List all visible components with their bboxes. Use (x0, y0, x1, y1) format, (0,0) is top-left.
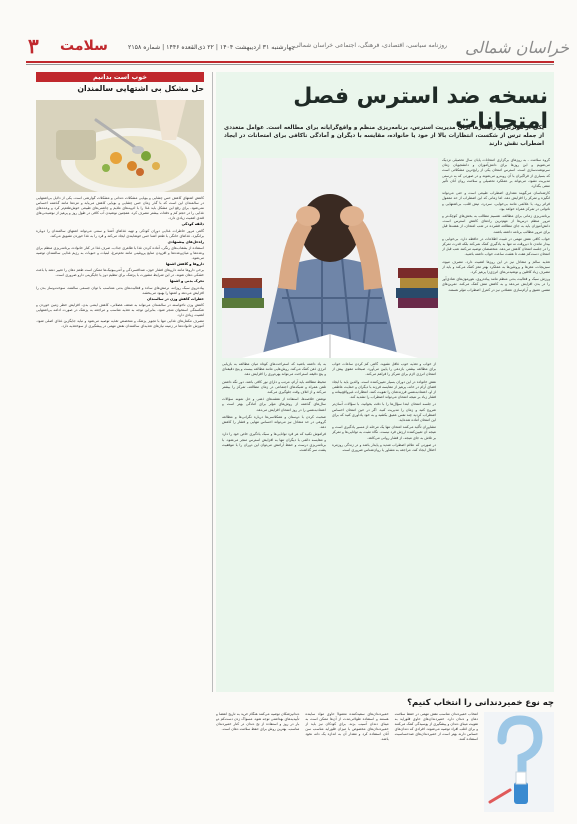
sidebar-paragraph: کاهش وزن ناخواسته در سالمندان می‌تواند به ضعف عضلانی، کاهش ایمنی بدن، افزایش خطر زمین خوردن و شکستگی استخوان منجر شود. بنابراین توجه به تغذیه مناسب و مراجعه به پزشک در صورت ادامه بی‌اشتهایی اهمیت زیادی دارد. (36, 302, 204, 317)
toothpaste-paragraph: انتخاب خمیردندان مناسب نقش مهمی در حفظ سلامت دهان و دندان دارد. خمیردندان‌های حاوی فلوراید به تقویت مینای دندان و پیشگیری از پوسیدگی کمک می‌کنند و برای اغلب افراد توصیه می‌شوند. افرادی که دندان‌های حساس دارند بهتر است از خمیردندان‌های ضدحساسیت استفاده کنند. (394, 712, 478, 742)
toothpaste-paragraph: دندانپزشکان توصیه می‌کنند هنگام خرید به تاریخ انقضا و تأییدیه‌های بهداشتی توجه شود. مسواک زدن دست‌کم دو بار در روز و استفاده از نخ دندان در کنار خمیردندان مناسب، بهترین روش برای حفظ سلامت دهان است. (216, 712, 300, 732)
feature-article (216, 72, 554, 692)
newspaper-logo: خراسان شمالی (464, 38, 569, 57)
date-line: چهارشنبه ۳۱ اردیبهشت ۱۴۰۴ | ۲۲ ذی‌القعده ۱۴۴۶ | شماره ۲۱۵۸ (128, 44, 296, 51)
feature-paragraph: به یاد داشته باشید که استراحت‌های کوتاه میان مطالعه به بازیابی انرژی ذهن کمک می‌کند. روش‌هایی مانند مطالعه بیست و پنج دقیقه‌ای و پنج دقیقه استراحت می‌تواند بهره‌وری را افزایش دهد. (222, 362, 326, 377)
feature-paragraph: فراموش نکنید که هر فرد توانایی‌ها و سبک یادگیری خاص خود را دارد و مقایسه دائمی با دیگران تنها به افزایش استرس منجر می‌شود. با برنامه‌ریزی درست و حفظ آرامش می‌توان این دوران را با موفقیت پشت سر گذاشت. (222, 432, 326, 453)
toothpaste-photo (484, 712, 554, 812)
toothbrush-question-illustration (484, 712, 554, 812)
header-divider-thin (26, 64, 554, 65)
sidebar-paragraph: پیاده‌روی سبک روزانه، نرمش‌های ساده و فعالیت‌های بدنی متناسب با توان جسمی سالمند، سوخت‌وساز بدن را افزایش می‌دهد و اشتها را بهبود می‌بخشد. (36, 285, 204, 295)
feature-column-middle (332, 362, 436, 682)
sidebar-banner: خوب است بدانیم (36, 72, 204, 82)
newspaper-tagline: روزنامه سیاسی، اقتصادی، فرهنگی، اجتماعی خراسان شمالی (294, 42, 447, 49)
masthead (0, 0, 577, 64)
feature-lead: یکی از مؤثرترین راهکارها برای مدیریت استرس، برنامه‌ریزی منظم و واقع‌گرایانه برای مطالعه است. عوامل متعددی از جمله ترس از شکست، انتظارات بالا از خود یا خانواده، مقایسه با دیگران و آمادگی ناکافی برای امتحانات در ایجاد اضطراب نقش دارند (224, 125, 544, 147)
toothpaste-article (216, 698, 554, 814)
feature-paragraph: کارشناسان می‌گویند مقداری اضطراب طبیعی است و حتی می‌تواند انگیزه و تمرکز را افزایش دهد، اما زمانی که این اضطراب از حد معمول فراتر رود، با علائمی مانند بی‌خوابی، سردرد، تپش قلب، بی‌اشتهایی و ناتوانی در تمرکز همراه خواهد بود. (442, 191, 550, 211)
sidebar-paragraph: کاهش اشتهای کاهش حس چشایی و بویایی مشکلات دندانی و مشکلات گوارشی است. یکی از دلایل بی‌اشتهایی در سالمندان این است که با گذر زمان حس چشایی و بویایی کاهش می‌یابد و مزه‌ها مانند گذشته احساس نمی‌شود. برای رفع این مشکل باید غذا را با ادویه‌های ملایم و چاشنی‌های طبیعی خوش‌طعم‌تر کرد و وعده‌های غذایی را در حجم کم و دفعات بیشتر مصرف کرد. همچنین نوشیدن آب کافی در طول روز و پرهیز از نوشیدنی‌های قندی اهمیت زیادی دارد. (36, 196, 204, 221)
feature-headline: نسخه ضد استرس فصل امتحانات (293, 84, 548, 134)
feature-paragraph: مشاوران تأکید می‌کنند امتحان تنها یک مرحله از مسیر یادگیری است و نتیجه آن تعیین‌کننده ارزش فرد نیست. نگاه مثبت به توانایی‌ها و تمرکز بر تلاش به جای نتیجه، از فشار روانی می‌کاهد. (332, 425, 436, 440)
feature-paragraph: برنامه‌ریزی زمانی برای مطالعه، تقسیم مطالب به بخش‌های کوچک‌تر و مرور منظم درس‌ها از مهم‌ترین راه‌های کاهش استرس است. دانش‌آموزان باید به جای مطالعه فشرده در شب امتحان، از هفته‌ها قبل برای مرور مطالب برنامه داشته باشند. (442, 214, 550, 234)
column-divider (212, 72, 213, 692)
sidebar-subhead: ذائقه کودکی (181, 222, 204, 227)
feature-paragraph: گروه سلامت - به روزهای برگزاری امتحانات پایان سال تحصیلی نزدیک می‌شویم و این روزها برای دانش‌آموزان و دانشجویان زمان سرنوشت‌سازی است. استرس امتحان یکی از رایج‌ترین مشکلاتی است که بسیاری از فراگیران با آن روبه‌رو می‌شوند و در صورتی که به درستی مدیریت نشود، می‌تواند بر عملکرد تحصیلی و سلامت روان آنان تأثیر منفی بگذارد. (442, 158, 550, 189)
feature-paragraph: صحبت کردن با دوستان و همکلاسی‌ها درباره نگرانی‌ها و مطالعه گروهی در حد متعادل نیز می‌تواند احساس تنهایی و فشار را کاهش دهد. (222, 414, 326, 430)
stressed-student-photo (222, 158, 438, 358)
feature-paragraph: نقش خانواده در این دوران بسیار تعیین‌کننده است. والدین باید با ایجاد فضای آرام در خانه، پرهیز از مقایسه فرزند با دیگران و حمایت عاطفی از او، اعتمادبه‌نفس فرزندشان را تقویت کنند. انتظارات غیرواقع‌بینانه و فشار زیاد بر نتیجه امتحان می‌تواند اضطراب را تشدید کند. (332, 379, 436, 400)
feature-paragraph: از خواب و تغذیه خوب غافل نشوید. گاهی کم کردن ساعات خواب برای مطالعه بیشتر، بازدهی را پایین می‌آورد. صبحانه مقوی پیش از امتحان انرژی لازم برای تمرکز را فراهم می‌کند. (332, 362, 436, 377)
sidebar-paragraph: استفاده از بشقاب‌های رنگی، آماده کردن غذا با ظاهری جذاب، صرف غذا در کنار خانواده، برنامه‌ریزی منظم برای وعده‌ها و میان‌وعده‌ها و افزودن منابع پروتئینی مانند تخم‌مرغ، لبنیات و حبوبات به رژیم غذایی سالمندان توصیه می‌شود. (36, 245, 204, 261)
page-number: ۳ (28, 34, 39, 58)
feature-paragraph: محیط مطالعه باید آرام، مرتب و دارای نور کافی باشد. دور نگه داشتن تلفن همراه و شبکه‌های اجتماعی در زمان مطالعه، تمرکز را بیشتر می‌کند و از اتلاف وقت جلوگیری می‌کند. (222, 379, 326, 395)
section-title: سلامت (60, 38, 108, 54)
feature-paragraph: ورزش سبک و فعالیت بدنی منظم مانند پیاده‌روی، هورمون‌های شادی‌آور را در بدن افزایش می‌دهد و به کاهش تنش کمک می‌کند. تمرین‌های تنفس عمیق و آرام‌سازی عضلانی نیز در کنترل اضطراب مؤثر هستند. (442, 277, 550, 292)
header-divider (26, 61, 554, 63)
toothpaste-article-title: چه نوع خمیردندانی را انتخاب کنیم؟ (407, 698, 554, 708)
feature-column-left (222, 362, 326, 682)
feature-paragraph: نوشتن خلاصه‌ها، استفاده از نقشه‌های ذهنی و حل نمونه سؤالات سال‌های گذشته از روش‌های مؤثر برای آمادگی بهتر است و اعتمادبه‌نفس را در روز امتحان افزایش می‌دهد. (222, 397, 326, 412)
stressed-student-illustration (222, 158, 438, 358)
sidebar-article-body (36, 196, 204, 808)
feature-paragraph: در صورتی که علائم اضطراب شدید و پایدار باشد و در زندگی روزمره اختلال ایجاد کند، مراجعه به مشاور یا روان‌شناس ضروری است. (332, 442, 436, 453)
food-plate-illustration (36, 100, 204, 192)
sidebar-paragraph: گاهی مرور خاطرات غذایی دوران کودکی و تهیه غذاهای آشنا و سنتی می‌تواند اشتهای سالمندان را دوباره برانگیزد. غذاهای خانگی با طعم آشنا حس خوشایندی ایجاد می‌کند و فرد را به غذا خوردن تشویق می‌کند. (36, 228, 204, 238)
sidebar-paragraph: برخی داروها مانند داروهای فشار خون، ضدافسردگی و آنتی‌بیوتیک‌ها ممکن است طعم دهان را تغییر دهند یا باعث خشکی دهان شوند. در این شرایط مشورت با پزشک برای تنظیم دوز یا جایگزینی دارو ضروری است. (36, 268, 204, 278)
sidebar-article-title: حل مشکل بی اشتهایی سالمندان (77, 84, 204, 93)
sidebar-paragraph: مصرف مکمل‌های غذایی تنها با تجویز پزشک و متخصص تغذیه توصیه می‌شود و نباید جایگزین غذای اصلی شود. آموزش خانواده‌ها در زمینه نیازهای تغذیه‌ای سالمندان نقش مهمی در پیشگیری از سوءتغذیه دارد. (36, 319, 204, 329)
sidebar-subhead: داروها و کاهش اشتها (165, 262, 204, 267)
toothpaste-paragraph: خمیردندان‌های سفیدکننده معمولاً حاوی مواد ساینده هستند و استفاده طولانی‌مدت از آن‌ها ممکن است به مینای دندان آسیب بزند. برای کودکان نیز باید از خمیردندان‌های مخصوص با میزان فلوراید مناسب سن آنان استفاده کرد و مقدار آن به اندازه یک دانه نخود باشد. (305, 712, 389, 742)
sidebar-article (36, 72, 204, 812)
feature-paragraph: خواب کافی نقش مهمی در تثبیت اطلاعات در حافظه دارد. بی‌خوابی و بیدار ماندن تا دیروقت نه تنها به یادگیری کمک نمی‌کند بلکه قدرت تمرکز را در جلسه امتحان کاهش می‌دهد. متخصصان توصیه می‌کنند شب قبل از امتحان دست‌کم هفت تا هشت ساعت خواب داشته باشید. (442, 236, 550, 257)
feature-column-right (442, 158, 550, 682)
food-plate-photo (36, 100, 204, 192)
toothpaste-article-body (216, 712, 478, 812)
sidebar-subhead: خطرات کاهش وزن در سالمندان (147, 296, 204, 301)
sidebar-subhead: راه‌حل‌های پیشنهادی (167, 239, 204, 244)
feature-paragraph: تغذیه سالم و متعادل نیز در این روزها اهمیت دارد. مصرف میوه، سبزیجات، مغزها و پروتئین‌ها به عملکرد بهتر مغز کمک می‌کند و باید از مصرف زیاد کافئین و نوشیدنی‌های انرژی‌زا پرهیز کرد. (442, 259, 550, 275)
feature-paragraph: در جلسه امتحان ابتدا سؤال‌ها را با دقت بخوانید، با سؤالات آسان‌تر شروع کنید و زمان را مدیریت کنید. اگر در حین امتحان احساس اضطراب کردید چند نفس عمیق بکشید و به خود یادآوری کنید که برای این امتحان آماده شده‌اید. (332, 402, 436, 423)
sidebar-subhead: تحرک بدنی و اشتها (169, 279, 204, 284)
